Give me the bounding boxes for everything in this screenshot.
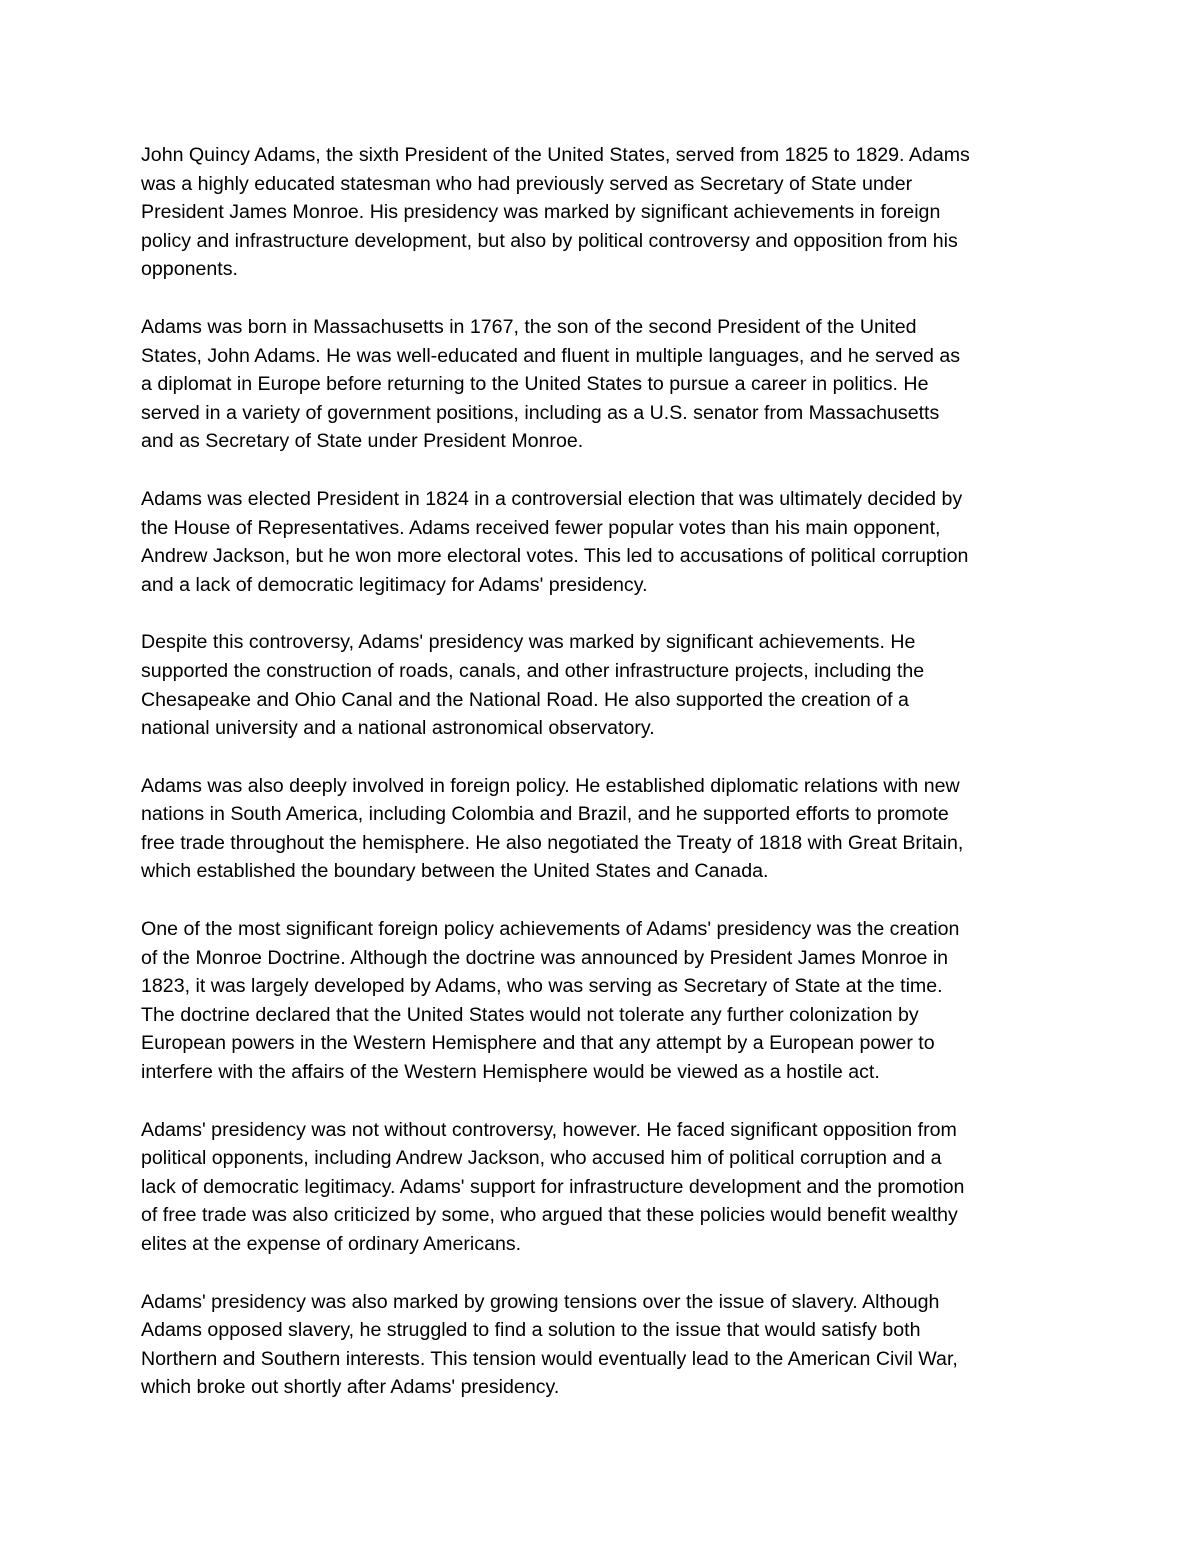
- paragraph-election: Adams was elected President in 1824 in a controversial election that was ultimately decided by the House of Representatives. Adams received fewer popular votes than his main opponent, Andrew Jackson, but he won more electoral votes. This led to accusations of political corruption and a lack of democratic legitimacy for Adams' presidency.: [141, 487, 969, 596]
- paragraph-early-life: Adams was born in Massachusetts in 1767, the son of the second President of the United States, John Adams. He was well-educated and fluent in multiple languages, and he served as a diplomat in Europe before returning to the United States to pursue a career in politics. He served in a variety of government positions, including as a U.S. senator from Massachusetts and as Secretary of State under President Monroe.: [141, 315, 961, 453]
- paragraph-foreign-policy: Adams was also deeply involved in foreign policy. He established diplomatic relations with new nations in South America, including Colombia and Brazil, and he supported efforts to promote free trade throughout the hemisphere. He also negotiated the Treaty of 1818 with Great Britain, which established the boundary between the United States and Canada.: [141, 774, 964, 883]
- paragraph-achievements: Despite this controversy, Adams' presidency was marked by significant achievements. He supported the construction of roads, canals, and other infrastructure projects, including the Chesapeake and Ohio Canal and the National Road. He also supported the creation of a national university and a national astronomical observatory.: [141, 631, 925, 740]
- paragraph-intro: John Quincy Adams, the sixth President of the United States, served from 1825 to 1829. Adams was a highly educated statesman who had previously served as Secretary of State under President James Monroe. His presidency was marked by significant achievements in foreign policy and infrastructure development, but also by political controversy and opposition from his opponents.: [141, 144, 970, 281]
- paragraph-controversy: Adams' presidency was not without controversy, however. He faced significant opposition from political opponents, including Andrew Jackson, who accused him of political corruption and a lack of democratic legitimacy. Adams' support for infrastructure development and the promotion of free trade was also criticized by some, who argued that these policies would benefit wealthy elites at the expense of ordinary Americans.: [141, 1118, 965, 1255]
- paragraph-slavery: Adams' presidency was also marked by growing tensions over the issue of slavery. Although Adams opposed slavery, he struggled to find a solution to the issue that would satisfy both Northern and Southern interests. This tension would eventually lead to the American Civil War, which broke out shortly after Adams' presidency.: [141, 1290, 958, 1399]
- paragraph-monroe-doctrine: One of the most significant foreign policy achievements of Adams' presidency was the creation of the Monroe Doctrine. Although the doctrine was announced by President James Monroe in 1823, it was largely developed by Adams, who was serving as Secretary of State at the time. The doctrine declared that the United States would not tolerate any further colonization by European powers in the Western Hemisphere and that any attempt by a European power to interfere with the affairs of the Western Hemisphere would be viewed as a hostile act.: [141, 918, 960, 1084]
- document-body: [141, 141, 1061, 1431]
